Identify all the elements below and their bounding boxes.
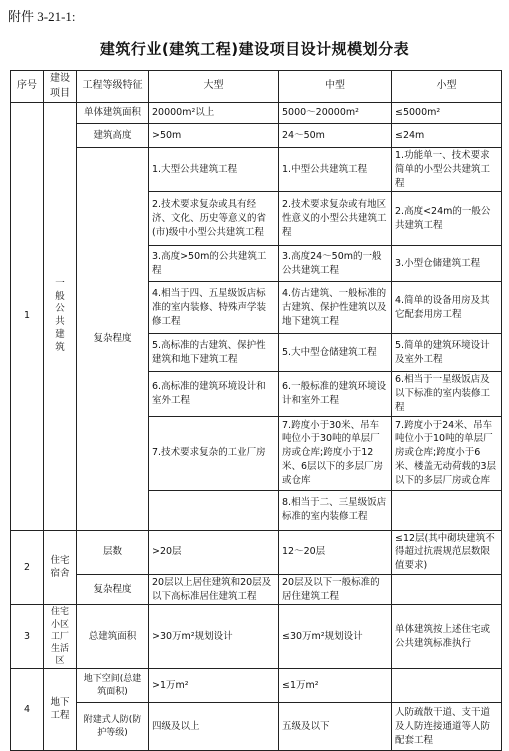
header-feature: 工程等级特征 (77, 71, 149, 103)
table-header-row (11, 71, 502, 103)
small-cell: 2.高度<24m的一般公共建筑工程 (392, 192, 502, 246)
large-cell: >20层 (149, 530, 279, 574)
table-row (11, 124, 502, 148)
table-row (11, 103, 502, 124)
small-cell: 6.相当于一星级饭店及以下标准的室内装修工程 (392, 372, 502, 416)
small-cell: 5.简单的建筑环境设计及室外工程 (392, 334, 502, 372)
feature-cell: 建筑高度 (77, 124, 149, 148)
small-cell: ≤12层(其中砌块建筑不得超过抗震规范层数限值要求) (392, 530, 502, 574)
table-row (11, 574, 502, 605)
item-cell: 地下工程 (44, 669, 77, 751)
header-seq: 序号 (11, 71, 44, 103)
large-cell: >1万m² (149, 669, 279, 703)
document-title: 建筑行业(建筑工程)建设项目设计规模划分表 (99, 40, 410, 58)
table-row (11, 148, 502, 192)
small-cell: 单体建筑按上述住宅或公共建筑标准执行 (392, 605, 502, 669)
large-cell: >50m (149, 124, 279, 148)
feature-cell: 复杂程度 (77, 148, 149, 531)
large-cell: 1.大型公共建筑工程 (149, 148, 279, 192)
medium-cell: 五级及以下 (279, 703, 392, 751)
small-cell (392, 669, 502, 703)
large-cell: 5.高标准的古建筑、保护性建筑和地下建筑工程 (149, 334, 279, 372)
seq-cell: 4 (11, 669, 44, 751)
item-cell: 住宅小区工厂生活区 (44, 605, 77, 669)
small-cell: ≤24m (392, 124, 502, 148)
large-cell: 20层以上居住建筑和20层及以下高标准居住建筑工程 (149, 574, 279, 605)
large-cell: 20000m²以上 (149, 103, 279, 124)
small-cell (392, 490, 502, 530)
large-cell: 3.高度>50m的公共建筑工程 (149, 246, 279, 282)
medium-cell: 1.中型公共建筑工程 (279, 148, 392, 192)
small-cell: 3.小型仓储建筑工程 (392, 246, 502, 282)
large-cell: >30万m²规划设计 (149, 605, 279, 669)
header-small: 小型 (392, 71, 502, 103)
medium-cell: 24～50m (279, 124, 392, 148)
medium-cell: 20层及以下一般标准的居住建筑工程 (279, 574, 392, 605)
feature-cell: 总建筑面积 (77, 605, 149, 669)
feature-cell: 复杂程度 (77, 574, 149, 605)
medium-cell: 6.一般标准的建筑环境设计和室外工程 (279, 372, 392, 416)
seq-cell: 1 (11, 103, 44, 531)
feature-cell: 附建式人防(防护等级) (77, 703, 149, 751)
small-cell: ≤5000m² (392, 103, 502, 124)
medium-cell: 5000～20000m² (279, 103, 392, 124)
table-row (11, 605, 502, 669)
medium-cell: 7.跨度小于30米、吊车吨位小于30吨的单层厂房或仓库;跨度小于12米、6层以下的多层厂房或仓库 (279, 416, 392, 490)
header-medium: 中型 (279, 71, 392, 103)
large-cell: 2.技术要求复杂或具有经济、文化、历史等意义的省(市)级中小型公共建筑工程 (149, 192, 279, 246)
table-row (11, 669, 502, 703)
small-cell: 7.跨度小于24米、吊车吨位小于10吨的单层厂房或仓库;跨度小于6米、楼盖无动荷载的3层以下的多层厂房或仓库 (392, 416, 502, 490)
medium-cell: 5.大中型仓储建筑工程 (279, 334, 392, 372)
feature-cell: 层数 (77, 530, 149, 574)
seq-cell: 2 (11, 530, 44, 605)
table-row (11, 703, 502, 751)
large-cell: 四级及以上 (149, 703, 279, 751)
large-cell: 4.相当于四、五星级饭店标准的室内装修、特殊声学装修工程 (149, 282, 279, 334)
medium-cell: ≤30万m²规划设计 (279, 605, 392, 669)
table-row (11, 530, 502, 574)
small-cell (392, 574, 502, 605)
large-cell: 7.技术要求复杂的工业厂房 (149, 416, 279, 490)
medium-cell: ≤1万m² (279, 669, 392, 703)
medium-cell: 4.仿古建筑、一般标准的古建筑、保护性建筑以及地下建筑工程 (279, 282, 392, 334)
header-large: 大型 (149, 71, 279, 103)
header-item: 建设项目 (44, 71, 77, 103)
small-cell: 人防疏散干道、支干道及人防连接通道等人防配套工程 (392, 703, 502, 751)
item-cell: 一般公共建筑 (44, 103, 77, 531)
item-cell: 住宅宿舍 (44, 530, 77, 605)
design-scale-table (10, 70, 502, 751)
medium-cell: 8.相当于二、三星级饭店标准的室内装修工程 (279, 490, 392, 530)
medium-cell: 12～20层 (279, 530, 392, 574)
small-cell: 1.功能单一、技术要求简单的小型公共建筑工程 (392, 148, 502, 192)
feature-cell: 地下空间(总建筑面积) (77, 669, 149, 703)
medium-cell: 3.高度24～50m的一般公共建筑工程 (279, 246, 392, 282)
attachment-label: 附件 3-21-1: (8, 9, 76, 24)
seq-cell: 3 (11, 605, 44, 669)
large-cell (149, 490, 279, 530)
small-cell: 4.简单的设备用房及其它配套用房工程 (392, 282, 502, 334)
large-cell: 6.高标准的建筑环境设计和室外工程 (149, 372, 279, 416)
medium-cell: 2.技术要求复杂或有地区性意义的小型公共建筑工程 (279, 192, 392, 246)
feature-cell: 单体建筑面积 (77, 103, 149, 124)
